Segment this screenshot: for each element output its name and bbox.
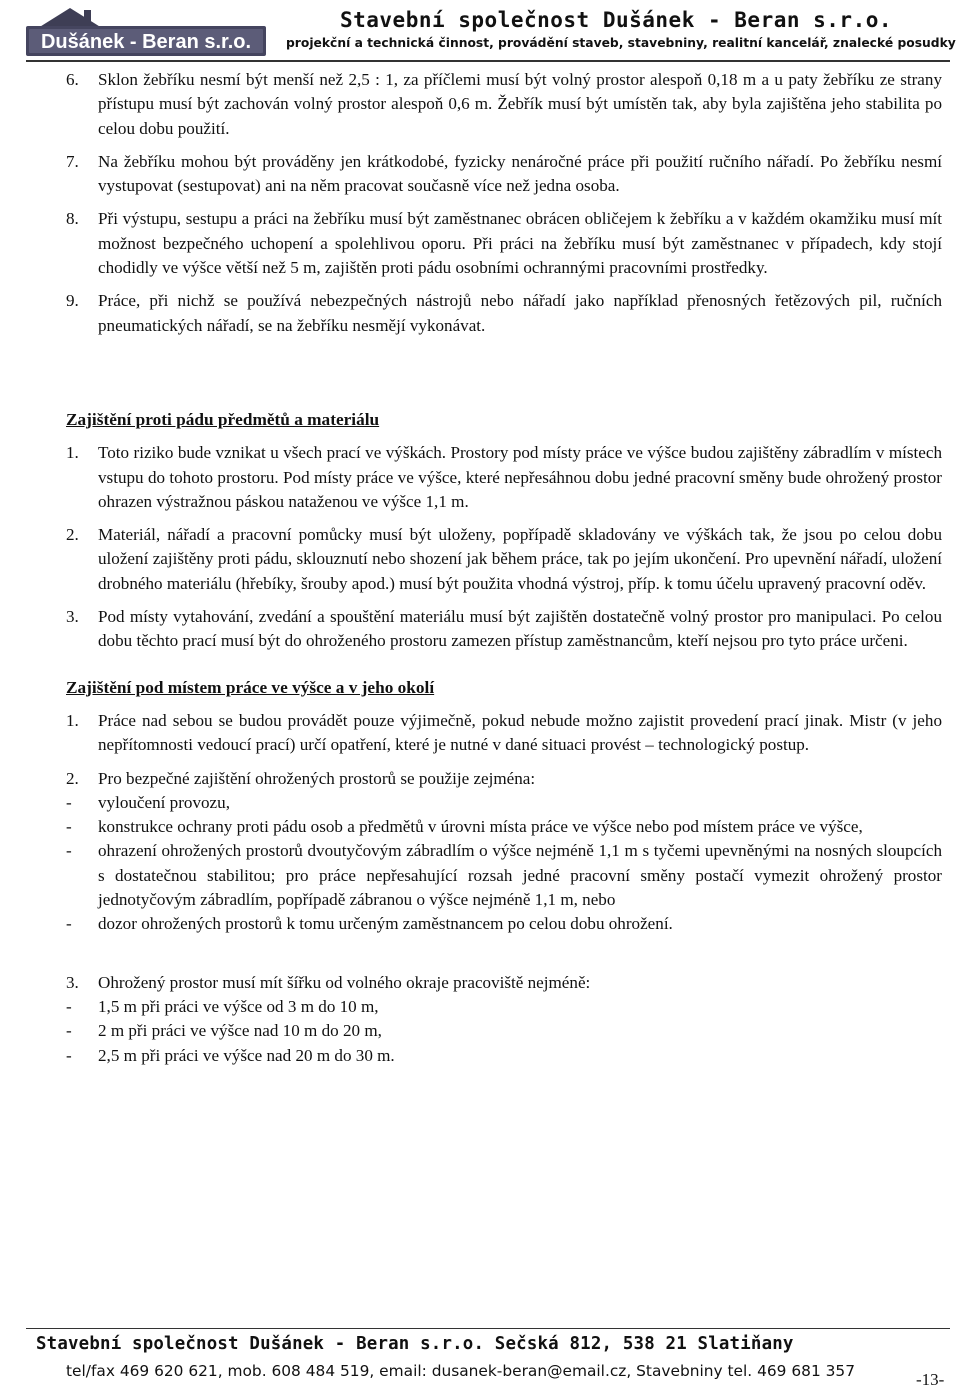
logo-house-chimney xyxy=(84,10,91,22)
below-workplace-item-3 xyxy=(66,971,942,995)
footer-contact: tel/fax 469 620 621, mob. 608 484 519, email: dusanek-beran@email.cz, Stavebniny tel. 469 681 357 xyxy=(66,1362,856,1380)
page-header xyxy=(0,0,960,62)
item-text: Toto riziko bude vznikat u všech prací ve výškách. Prostory pod místy práce ve výšce budou zajištěny zábradlím v místech vstupu do tohoto prostoru. Pod místy práce ve výšce, které nepřesáhnou dobu jedné pracovní směny bude ohrožený prostor ohrazen výstražnou páskou nataženou ve výšce 1,1 m. xyxy=(98,443,942,511)
ladder-item-8 xyxy=(66,207,942,280)
company-title: Stavební společnost Dušánek - Beran s.r.o. xyxy=(339,8,892,32)
list-item: - 2 m při práci ve výšce nad 10 m do 20 m, xyxy=(66,1021,382,1041)
list-item-text: vyloučení provozu, xyxy=(98,792,230,812)
item-intro: Pro bezpečné zajištění ohrožených prostorů se použije zejména: xyxy=(98,768,536,788)
logo-text: Dušánek - Beran s.r.o. xyxy=(40,31,252,53)
ladder-item-7 xyxy=(66,150,942,199)
ladder-item-6 xyxy=(66,68,942,141)
ladder-item-9 xyxy=(66,289,942,338)
item-text: Sklon žebříku nesmí být menší než 2,5 : 1, za příčlemi musí být volný prostor alespoň 0,18 m a u paty žebříku ze strany přístupu musí být zachován volný prostor alespoň 0,6 m. Žebřík musí být umístěn tak, aby byla zajištěna jeho stabilita po celou dobu použití. xyxy=(98,70,942,138)
item-text: Na žebříku mohou být prováděny jen krátkodobé, fyzicky nenáročné práce při použití ručního nářadí. Po žebříku nesmí vystupovat (sestupovat) ani na něm pracovat současně více než jedna osoba. xyxy=(98,151,942,196)
page-number: -13- xyxy=(916,1370,945,1389)
section-heading-below-workplace: Zajištění pod místem práce ve výšce a v jeho okolí xyxy=(66,677,435,697)
falling-objects-item-2 xyxy=(66,523,942,596)
list-item: - dozor ohrožených prostorů k tomu určeným zaměstnancem po celou dobu ohrožení. xyxy=(66,914,673,934)
header-divider xyxy=(26,60,950,62)
list-item: - ohrazení ohrožených prostorů dvoutyčovým zábradlím o výšce nejméně 1,1 m s tyčemi upevněnými na nosných sloupcích s dostatečnou stabilitou; pro práce nepřesahující rozsah jedné pracovní směny postačí vymezit ohrožený prostor jednotyčovým zábradlím, popřípadě zábranou o výšce nejméně 1,1 m, nebo xyxy=(66,841,942,910)
list-item-text: 2,5 m při práci ve výšce nad 20 m do 30 m. xyxy=(98,1045,395,1065)
item-intro: Ohrožený prostor musí mít šířku od volného okraje pracoviště nejméně: xyxy=(98,972,591,992)
item-number: 6. xyxy=(66,70,79,89)
item-text: Materiál, nářadí a pracovní pomůcky musí být uloženy, popřípadě skladovány ve výškách tak, že jsou po celou dobu uložení zajištěny proti pádu, sklouznutí nebo shození jak během práce, tak po jejím ukončení. Pro upevnění nářadí, uložení drobného materiálu (hřebíky, šrouby apod.) musí být použita vhodná výstroj, příp. k tomu účelu upravený pracovní oděv. xyxy=(98,525,942,593)
list-item-text: ohrazení ohrožených prostorů dvoutyčovým zábradlím o výšce nejméně 1,1 m s tyčemi upevněnými na nosných sloupcích s dostatečnou stabilitou; pro práce nepřesahující rozsah jedné pracovní směny postačí vymezit ohrožený prostor jednotyčovým zábradlím, popřípadě zábranou o výšce nejméně 1,1 m, nebo xyxy=(98,841,942,910)
below-workplace-item-2 xyxy=(66,767,942,791)
section-heading-falling-objects: Zajištění proti pádu předmětů a materiálu xyxy=(66,409,380,429)
list-item-text: konstrukce ochrany proti pádu osob a předmětů v úrovni místa práce ve výšce nebo pod místem práce ve výšce, xyxy=(98,817,863,837)
company-logo xyxy=(26,6,266,56)
list-item: - 1,5 m při práci ve výšce od 3 m do 10 m, xyxy=(66,996,379,1016)
list-item: - 2,5 m při práci ve výšce nad 20 m do 30 m. xyxy=(66,1045,395,1065)
item-number: 1. xyxy=(66,710,79,730)
item-number: 9. xyxy=(66,291,79,311)
falling-objects-item-1 xyxy=(66,441,942,514)
item-text: Práce nad sebou se budou provádět pouze výjimečně, pokud nebude možno zajistit provedení prací jinak. Mistr (v jeho nepřítomnosti vedoucí prací) určí opatření, které je nutné v dané situaci provést – technologický postup. xyxy=(98,710,942,755)
list-item-text: dozor ohrožených prostorů k tomu určeným zaměstnancem po celou dobu ohrožení. xyxy=(98,914,673,934)
protection-measures-list xyxy=(66,791,942,937)
item-number: 1. xyxy=(66,443,79,463)
item-number: 3. xyxy=(66,972,79,992)
list-item-text: 1,5 m při práci ve výšce od 3 m do 10 m, xyxy=(98,996,379,1016)
falling-objects-item-3 xyxy=(66,605,942,654)
footer-company-address: Stavební společnost Dušánek - Beran s.r.o. Sečská 812, 538 21 Slatiňany xyxy=(36,1334,794,1354)
company-subtitle: projekční a technická činnost, provádění staveb, stavebniny, realitní kancelář, znalecké posudky xyxy=(286,36,956,50)
document-body xyxy=(66,68,942,1068)
list-item-text: 2 m při práci ve výšce nad 10 m do 20 m, xyxy=(98,1021,382,1041)
list-item: - vyloučení provozu, xyxy=(66,792,230,812)
logo-house-shape xyxy=(38,8,102,28)
item-number: 3. xyxy=(66,607,79,627)
below-workplace-item-1 xyxy=(66,709,942,758)
list-item: - konstrukce ochrany proti pádu osob a předmětů v úrovni místa práce ve výšce nebo pod místem práce ve výšce, xyxy=(66,817,863,837)
item-number: 8. xyxy=(66,209,79,229)
item-text: Při výstupu, sestupu a práci na žebříku musí být zaměstnanec obrácen obličejem k žebříku a v každém okamžiku musí mít možnost bezpečného uchopení a spolehlivou oporu. Při práci na žebříku musí být zaměstnanec v případech, kdy stojí chodidly ve výšce větší než 5 m, zajištěn proti pádu osobními ochrannými pracovními prostředky. xyxy=(98,209,942,278)
footer-divider xyxy=(26,1328,950,1329)
item-number: 2. xyxy=(66,768,79,788)
item-number: 2. xyxy=(66,525,79,545)
hazard-width-list xyxy=(66,995,942,1068)
item-text: Práce, při nichž se používá nebezpečných nástrojů nebo nářadí jako například přenosných řetězových pil, ručních pneumatických nářadí, se na žebříku nesmějí vykonávat. xyxy=(98,291,942,335)
logo-graphic xyxy=(26,6,266,56)
item-text: Pod místy vytahování, zvedání a spouštění materiálu musí být zajištěn dostatečně volný prostor pro manipulaci. Po celou dobu těchto prací musí být do ohroženého prostoru zamezen přístup zaměstnancům, kteří nejsou pro tyto práce určeni. xyxy=(98,607,942,651)
item-number: 7. xyxy=(66,151,79,171)
